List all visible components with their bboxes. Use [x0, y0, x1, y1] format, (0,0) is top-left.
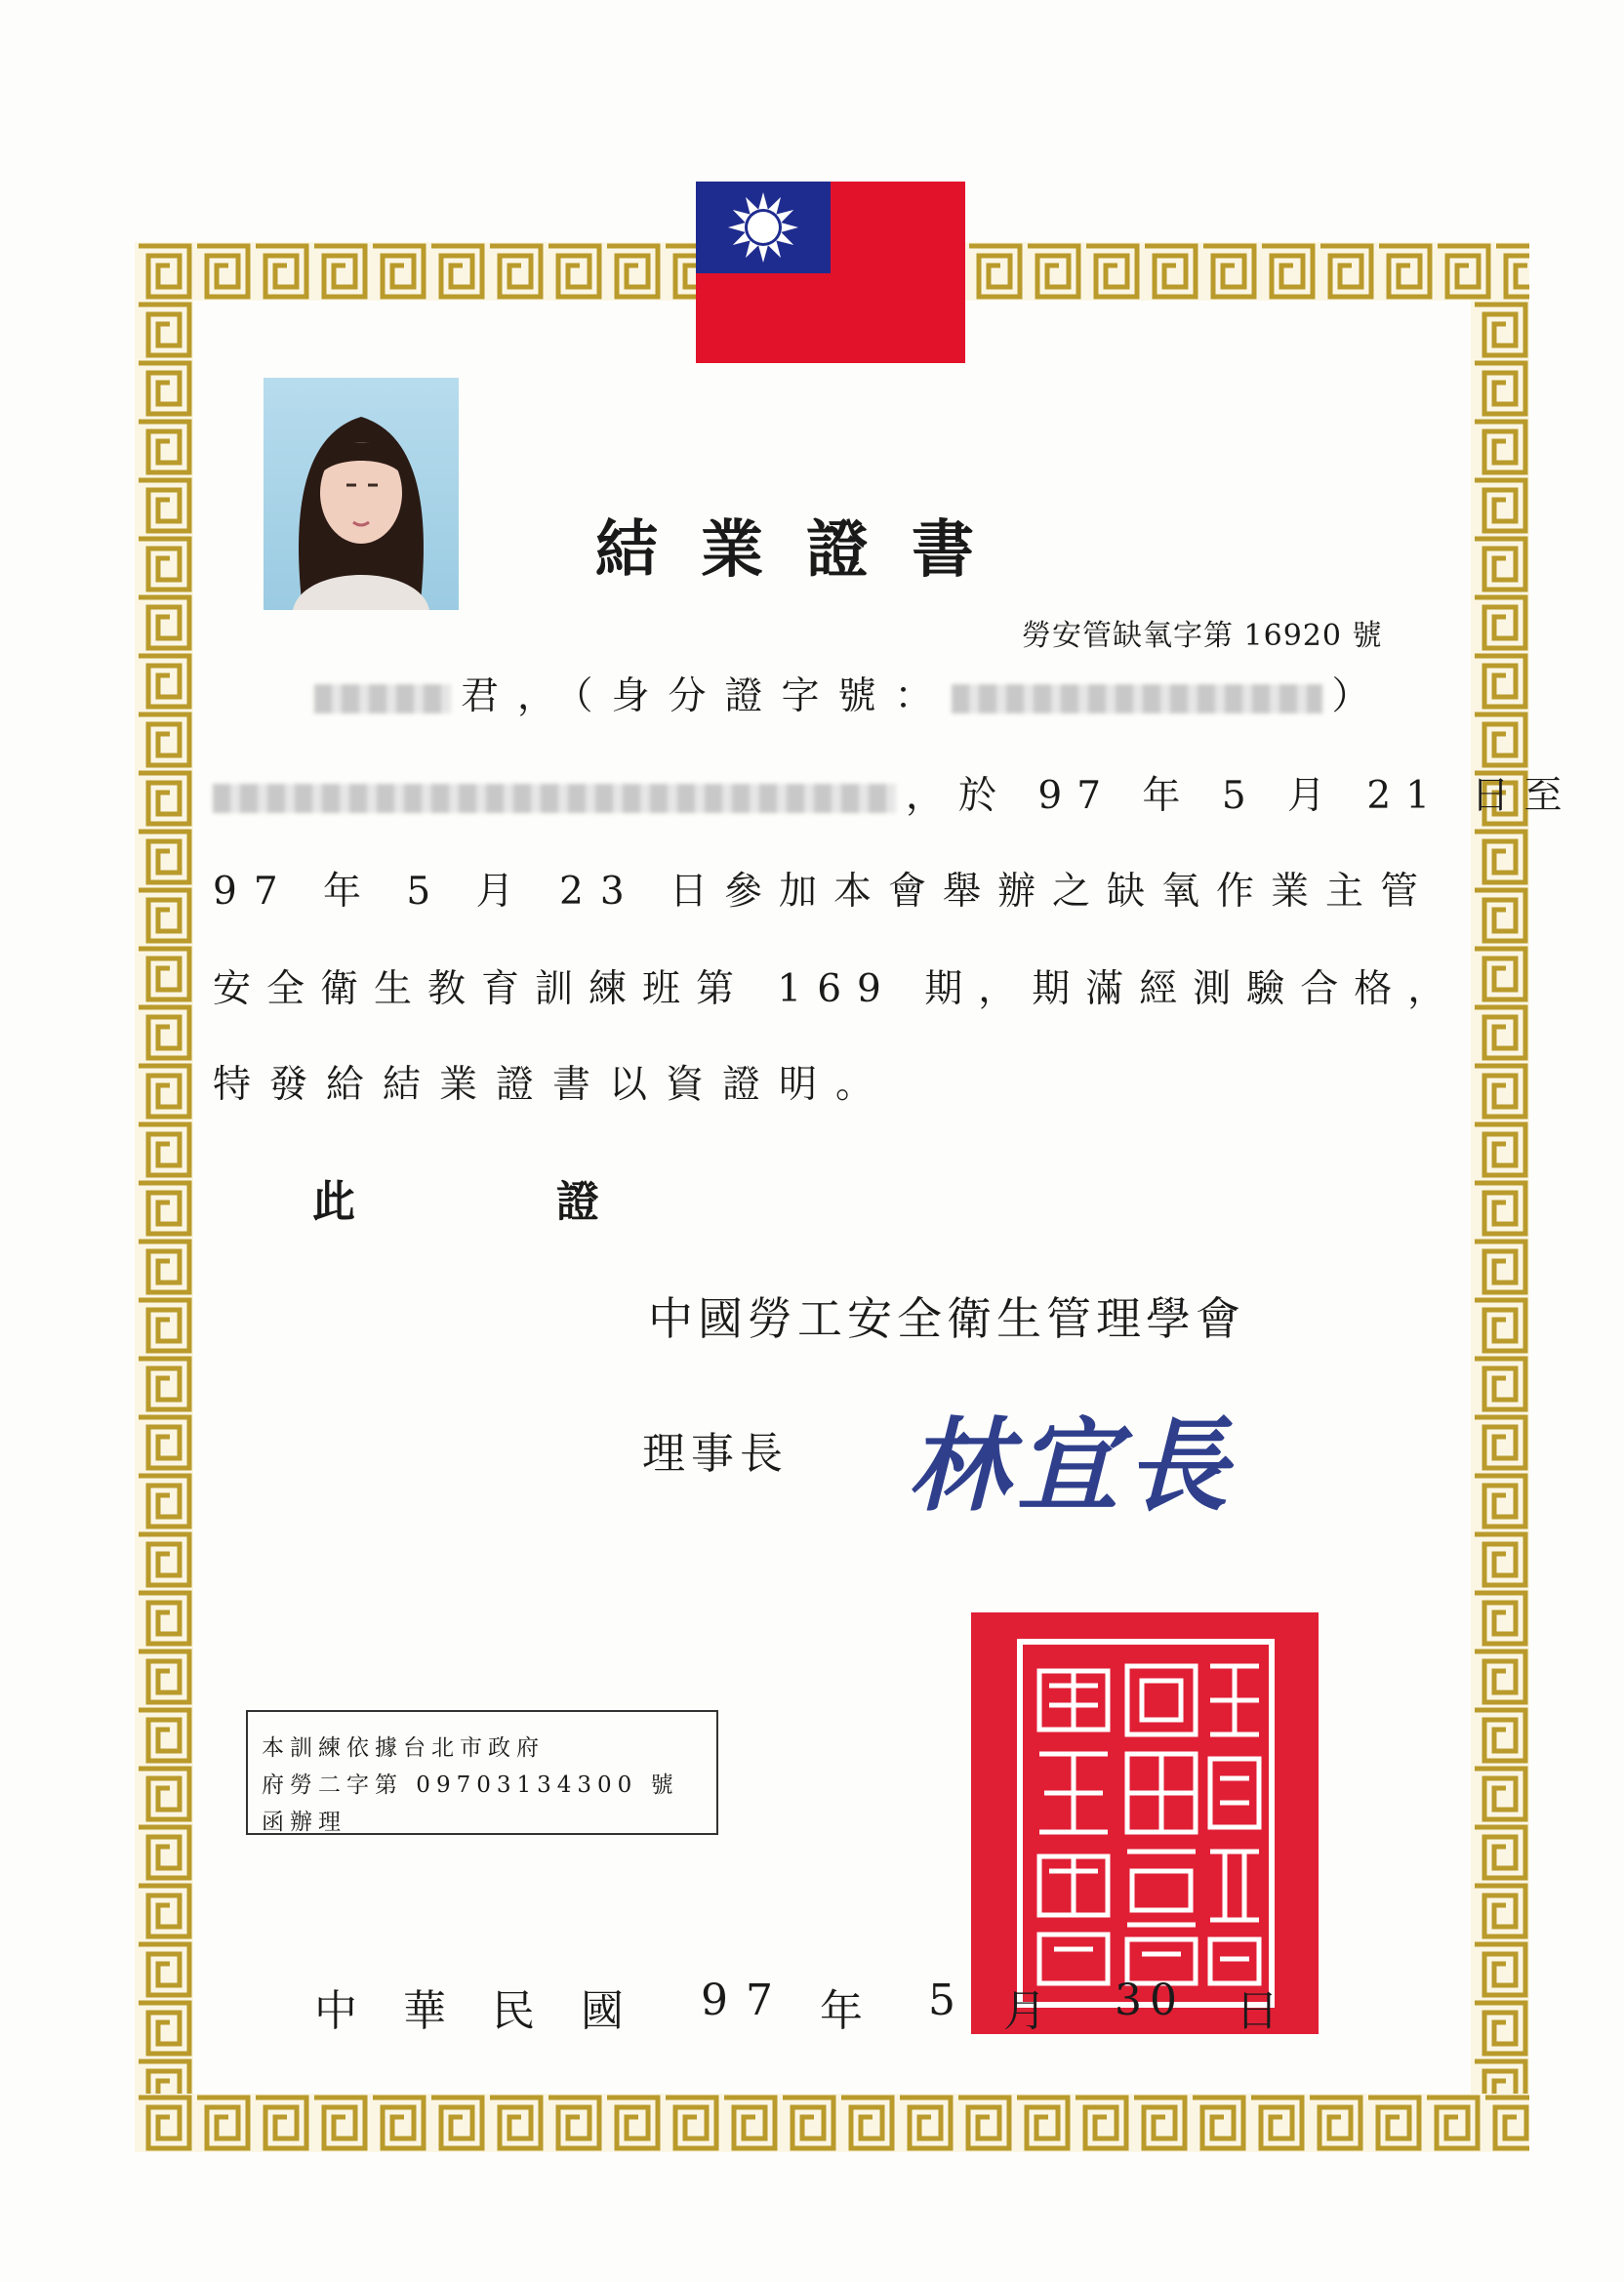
- cizheng-2: 證: [556, 1177, 599, 1227]
- certificate-title: 結業證書: [595, 513, 1017, 587]
- date-year: 97: [701, 1976, 791, 2025]
- official-seal: [971, 1612, 1319, 2034]
- certificate-border-top-left: [135, 242, 696, 301]
- line2-text: ，於 97 年 5 月 21 日至: [906, 774, 1577, 818]
- certificate-border-bottom: [135, 2094, 1529, 2152]
- line1-text: 君，（身分證字號：: [461, 674, 952, 718]
- date-month-unit: 月: [1003, 1986, 1046, 2036]
- seal-glyphs-icon: [971, 1612, 1319, 2034]
- note-line-1: 本訓練依據台北市政府: [262, 1735, 545, 1761]
- redacted-birthdate: [213, 784, 896, 813]
- certificate-border-top-right: [965, 242, 1529, 301]
- certificate-border-right: [1471, 301, 1529, 2094]
- person-portrait-icon: [264, 378, 459, 610]
- date-year-unit: 年: [820, 1986, 863, 2036]
- body-line-1: [314, 666, 1389, 720]
- holder-photo: [264, 378, 459, 610]
- date-era: 中華民國: [314, 1986, 670, 2036]
- line1-close: ）: [1331, 674, 1389, 718]
- organization-name: 中國勞工安全衛生管理學會: [648, 1292, 1245, 1345]
- training-basis-note: [246, 1710, 718, 1835]
- body-line-2: [213, 765, 1576, 820]
- date-month: 5: [928, 1976, 955, 2025]
- chairman-label: 理事長: [642, 1429, 789, 1479]
- redacted-name: [314, 684, 451, 713]
- body-line-4: 安全衛生教育訓練班第 169 期，期滿經測驗合格，: [213, 967, 1462, 1011]
- date-day-unit: 日: [1236, 1986, 1279, 2036]
- certificate-number: 勞安管缺氧字第 16920 號: [1022, 619, 1383, 653]
- certificate-border-left: [135, 301, 193, 2094]
- note-line-2: 府勞二字第 09703134300 號函辦理: [262, 1773, 679, 1835]
- body-line-5: 特發給結業證書以資證明。: [213, 1063, 893, 1107]
- redacted-id-number: [952, 684, 1322, 713]
- white-sun-icon: [726, 190, 800, 265]
- body-line-3: 97 年 5 月 23 日參加本會舉辦之缺氧作業主管: [213, 870, 1436, 914]
- date-day: 30: [1115, 1976, 1185, 2025]
- cizheng-1: 此: [312, 1177, 355, 1227]
- national-flag: [696, 182, 965, 363]
- chairman-signature: 林宜長: [908, 1406, 1237, 1526]
